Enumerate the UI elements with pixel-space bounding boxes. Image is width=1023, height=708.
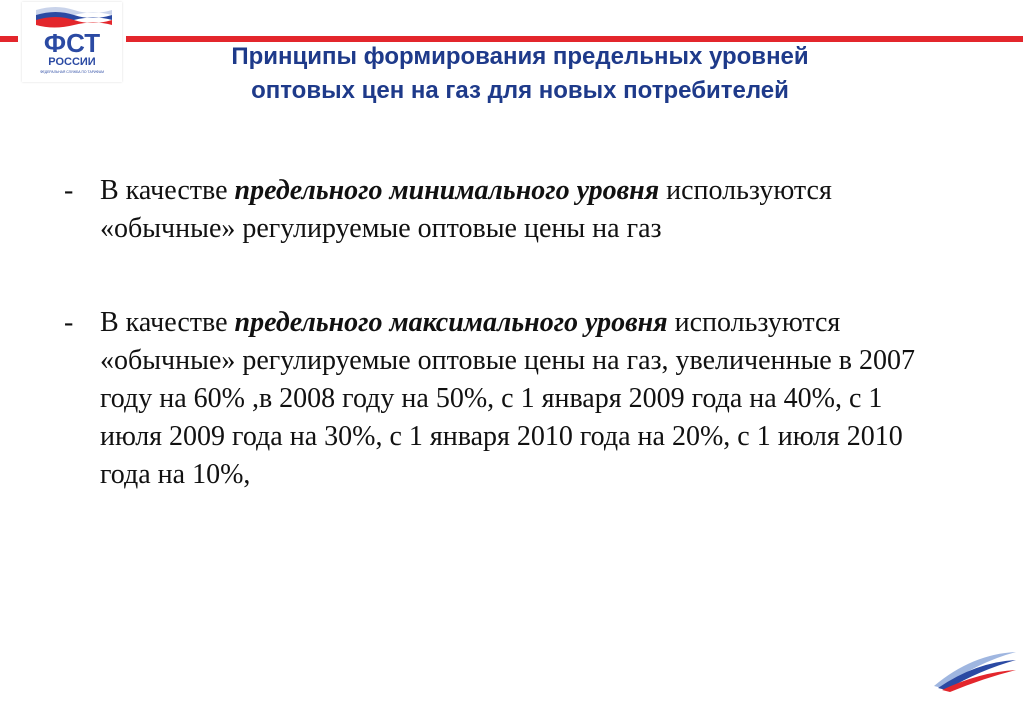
- bullet-dash: -: [64, 175, 74, 206]
- bullet-text: [100, 172, 940, 248]
- bullet-text: [100, 304, 940, 494]
- logo-small-text: ФЕДЕРАЛЬНАЯ СЛУЖБА ПО ТАРИФАМ: [39, 70, 105, 74]
- bullet-rest: используются «обычные» регулируемые оптовые цены на газ, увеличенные в 2007 году на 60% ,в 2008 году на 50%, с 1 января 2009 года на 40%, с 1 июля 2009 года на 30%, с 1 января 2010 года на 20%, с 1 июля 2010 года на 10%,: [100, 307, 915, 490]
- decorative-swoosh: [932, 648, 1018, 694]
- bullet-item-maximum: [64, 304, 964, 494]
- fst-logo: [22, 2, 122, 82]
- slide-title-line-1: Принципы формирования предельных уровней: [231, 43, 809, 70]
- slide-title-line-2: оптовых цен на газ для новых потребителей: [251, 77, 789, 104]
- slide-title: [110, 40, 930, 108]
- bullet-rest: используются «обычные» регулируемые оптовые цены на газ: [100, 175, 832, 244]
- logo-subtext: РОССИИ: [48, 56, 96, 68]
- logo-text: ФСТ: [43, 28, 101, 58]
- bullet-dash: -: [64, 307, 74, 338]
- fst-logo-graphic: [22, 2, 122, 82]
- bullet-emphasis: предельного минимального уровня: [234, 175, 660, 206]
- bullet-list: [64, 172, 964, 494]
- bullet-item-minimum: [64, 172, 964, 248]
- bullet-lead: В качестве: [100, 307, 235, 338]
- bullet-lead: В качестве: [100, 175, 235, 206]
- bullet-emphasis: предельного максимального уровня: [234, 307, 668, 338]
